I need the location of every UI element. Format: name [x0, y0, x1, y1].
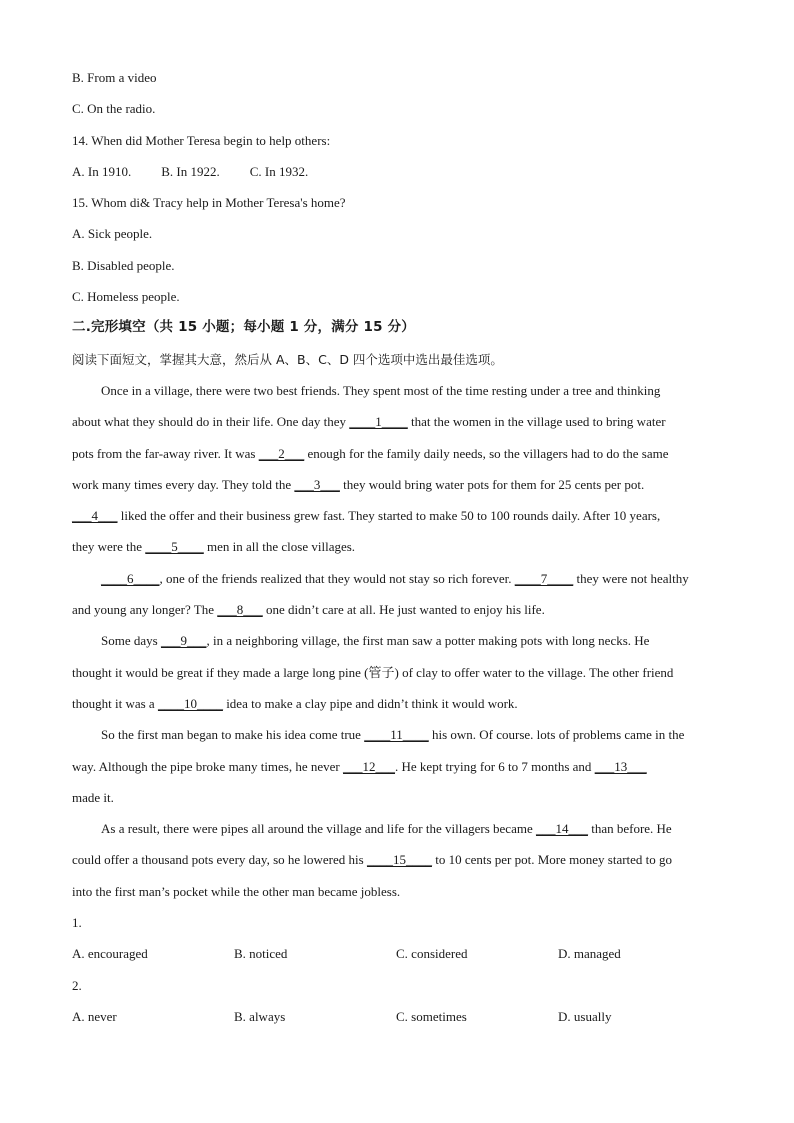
passage-line: [72, 500, 724, 531]
q13-option-c: C. On the radio.: [72, 101, 156, 117]
passage-line: Once in a village, there were two best friends. They spent most of the time resting under a tree and thinking: [101, 382, 661, 398]
passage-line: thought it would be great if they made a large long pine (管子) of clay to offer water to the village. The other friend: [72, 664, 674, 680]
blank-3: ___3___: [294, 476, 340, 492]
passage-text: So the first man began to make his idea come true: [101, 727, 365, 743]
blank-6: ____6____: [101, 570, 160, 586]
passage-text: they were the: [72, 539, 146, 555]
blank-4: ___4___: [72, 508, 118, 524]
option-c: C. considered: [396, 946, 468, 962]
blank-2: ___2___: [258, 445, 305, 461]
passage-line: [72, 406, 724, 437]
question-number: 2.: [72, 977, 82, 993]
q15-option-c: C. Homeless people.: [72, 289, 180, 305]
passage-line: [72, 751, 724, 782]
passage-text: and young any longer? The: [72, 602, 218, 618]
section-heading: 二.完形填空（共 15 小题；每小题 1 分，满分 15 分）: [72, 319, 415, 336]
passage-text: enough for the family daily needs, so the villagers had to do the same: [304, 445, 669, 461]
passage-text: , in a neighboring village, the first man saw a potter making pots with long necks. He: [206, 633, 650, 649]
q14-option-b: B. In 1922.: [161, 163, 220, 179]
passage-line: [72, 563, 724, 594]
passage-line: [72, 438, 724, 469]
passage-line: [72, 594, 724, 625]
q15-option-b: B. Disabled people.: [72, 257, 175, 273]
option-b: B. noticed: [234, 946, 288, 962]
q14-question: 14. When did Mother Teresa begin to help others:: [72, 132, 331, 148]
blank-14: ___14___: [535, 821, 588, 837]
blank-7: ____7____: [514, 570, 574, 586]
question-options: [72, 1001, 724, 1032]
q14-options: [72, 156, 724, 187]
option-a: A. never: [72, 1008, 117, 1024]
blank-12: ___12___: [343, 758, 396, 774]
blank-10: ____10____: [157, 695, 223, 711]
option-d: D. usually: [558, 1008, 612, 1024]
blank-1: ____1____: [349, 414, 408, 430]
blank-11: ____11____: [364, 727, 429, 743]
passage-line: into the first man’s pocket while the other man became jobless.: [72, 883, 401, 899]
blank-13: ___13___: [594, 758, 647, 774]
blank-9: ___9___: [160, 633, 207, 649]
option-b: B. always: [234, 1008, 286, 1024]
passage-text: that the women in the village used to bring water: [407, 414, 666, 430]
q14-option-c: C. In 1932.: [249, 163, 309, 179]
passage-text: work many times every day. They told the: [72, 476, 295, 492]
q15-option-a: A. Sick people.: [72, 226, 153, 242]
q14-option-a: A. In 1910.: [72, 163, 132, 179]
passage-text: , one of the friends realized that they would not stay so rich forever.: [159, 570, 515, 586]
section-instruction: 阅读下面短文，掌握其大意，然后从 A、B、C、D 四个选项中选出最佳选项。: [72, 351, 503, 367]
passage-line: made it.: [72, 789, 114, 805]
passage-text: about what they should do in their life. One day they: [72, 414, 350, 430]
passage-text: liked the offer and their business grew fast. They started to make 50 to 100 rounds daily. After 10 years,: [117, 508, 661, 524]
blank-15: ____15____: [366, 852, 432, 868]
passage-line: [72, 531, 724, 562]
passage-line: [72, 844, 724, 875]
passage-line: [72, 625, 724, 656]
option-a: A. encouraged: [72, 946, 148, 962]
document-page: [72, 62, 724, 1032]
question-number: 1.: [72, 915, 82, 931]
passage-text: could offer a thousand pots every day, so he lowered his: [72, 852, 367, 868]
passage-text: one didn’t care at all. He just wanted to enjoy his life.: [262, 602, 545, 618]
passage-text: idea to make a clay pipe and didn’t think it would work.: [222, 695, 518, 711]
passage-text: thought it was a: [72, 695, 158, 711]
passage-text: his own. Of course. lots of problems came in the: [428, 727, 685, 743]
passage-text: . He kept trying for 6 to 7 months and: [395, 758, 595, 774]
passage-text: pots from the far-away river. It was: [72, 445, 259, 461]
blank-8: ___8___: [217, 602, 263, 618]
passage-text: way. Although the pipe broke many times, he never: [72, 758, 344, 774]
blank-5: ____5____: [145, 539, 204, 555]
passage-text: to 10 cents per pot. More money started to go: [431, 852, 673, 868]
passage-line: [72, 813, 724, 844]
passage-line: [72, 688, 724, 719]
q13-option-b: B. From a video: [72, 70, 157, 85]
passage-text: As a result, there were pipes all around the village and life for the villagers became: [101, 821, 536, 837]
passage-text: Some days: [101, 633, 161, 649]
option-c: C. sometimes: [396, 1008, 467, 1024]
passage-text: they would bring water pots for them for 25 cents per pot.: [339, 476, 645, 492]
option-d: D. managed: [558, 946, 621, 962]
passage-text: men in all the close villages.: [203, 539, 356, 555]
q15-question: 15. Whom di& Tracy help in Mother Teresa's home?: [72, 195, 346, 211]
passage-text: than before. He: [587, 821, 672, 837]
passage-text: they were not healthy: [573, 570, 689, 586]
question-options: [72, 938, 724, 969]
passage-line: [72, 719, 724, 750]
passage-line: [72, 469, 724, 500]
